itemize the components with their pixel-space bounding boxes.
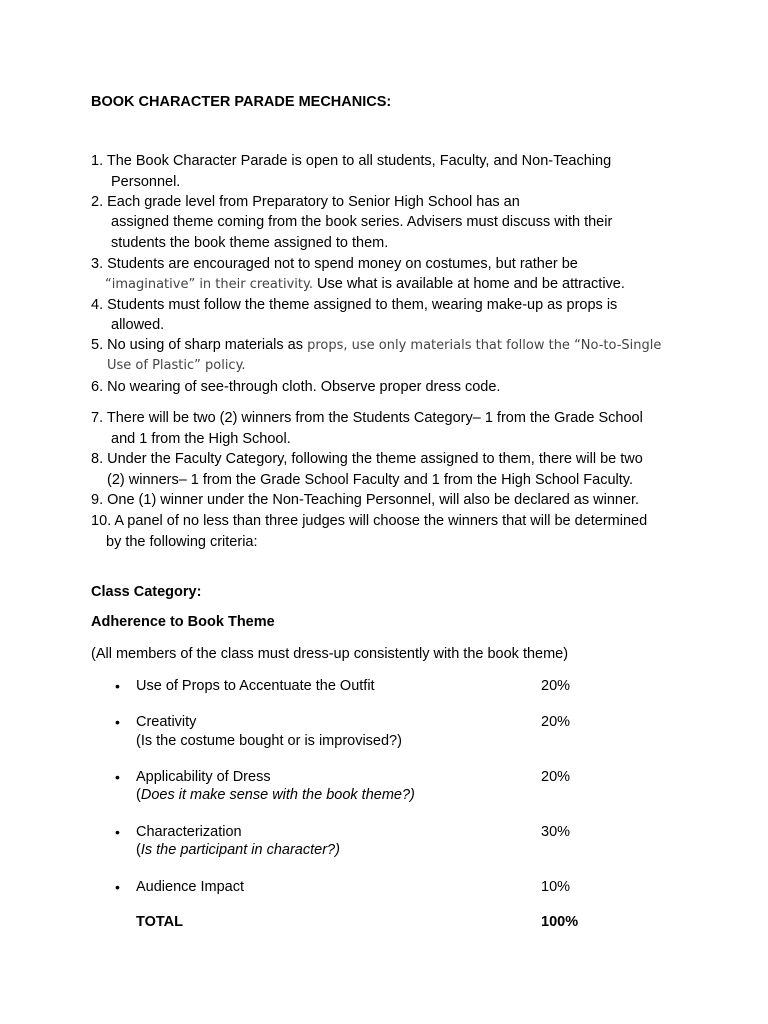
criterion-percent: 30%: [541, 824, 571, 840]
mechanic-7-line1: 7. There will be two (2) winners from the Students Category– 1 from the Grade School: [91, 410, 643, 426]
mechanic-1-line1: 1. The Book Character Parade is open to all students, Faculty, and Non-Teaching: [91, 153, 612, 169]
mechanic-3-line1: 3. Students are encouraged not to spend money on costumes, but rather be: [91, 256, 578, 272]
criterion-percent: 20%: [541, 769, 571, 785]
criterion-note-open: (: [136, 787, 141, 803]
total-percent: 100%: [541, 914, 579, 930]
mechanic-2-line1: 2. Each grade level from Preparatory to Senior High School has an: [91, 194, 520, 210]
mechanic-5-dark-text: 5. No using of sharp materials as: [91, 337, 303, 353]
criterion-note-italic: Is the participant in character?): [140, 842, 340, 858]
adherence-subheading: Adherence to Book Theme: [91, 614, 275, 630]
bullet-icon: •: [115, 824, 120, 840]
mechanic-3-light-text: “imaginative” in their creativity.: [105, 277, 313, 292]
criterion-name: Applicability of Dress: [136, 769, 271, 785]
criterion-percent: 20%: [541, 678, 571, 694]
criterion-note: [136, 786, 415, 804]
class-note: (All members of the class must dress-up consistently with the book theme): [91, 646, 569, 662]
class-category-heading: Class Category:: [91, 584, 202, 600]
mechanic-10-line2: by the following criteria:: [106, 534, 258, 550]
criterion-name: Audience Impact: [136, 879, 245, 895]
mechanic-8-line2: (2) winners– 1 from the Grade School Faculty and 1 from the High School Faculty.: [107, 472, 634, 488]
mechanic-7-line2: and 1 from the High School.: [111, 431, 291, 447]
criterion-note-italic: Does it make sense with the book theme?): [140, 787, 415, 803]
mechanic-5-line1: [91, 336, 661, 355]
mechanic-1-line2: Personnel.: [111, 174, 181, 190]
page-title: BOOK CHARACTER PARADE MECHANICS:: [91, 94, 392, 110]
mechanic-5-light-text: props, use only materials that follow the “No-to-Single: [302, 338, 662, 353]
mechanic-8-line1: 8. Under the Faculty Category, following the theme assigned to them, there will be two: [91, 451, 643, 467]
criterion-percent: 10%: [541, 879, 571, 895]
bullet-icon: •: [115, 879, 120, 895]
total-label: TOTAL: [136, 914, 183, 930]
bullet-icon: •: [115, 678, 120, 694]
mechanic-10-line1: 10. A panel of no less than three judges will choose the winners that will be determined: [91, 513, 648, 529]
criterion-name: Characterization: [136, 824, 242, 840]
bullet-icon: •: [115, 769, 120, 785]
mechanic-6: 6. No wearing of see-through cloth. Observe proper dress code.: [91, 379, 501, 395]
mechanic-9: 9. One (1) winner under the Non-Teaching Personnel, will also be declared as winner.: [91, 492, 640, 508]
criterion-name: Use of Props to Accentuate the Outfit: [136, 678, 375, 694]
criterion-note-open: (: [136, 842, 141, 858]
criterion-percent: 20%: [541, 714, 571, 730]
mechanic-2-line2: assigned theme coming from the book series. Advisers must discuss with their: [111, 214, 613, 230]
bullet-icon: •: [115, 714, 120, 730]
criterion-name: Creativity: [136, 714, 197, 730]
mechanic-4-line1: 4. Students must follow the theme assigned to them, wearing make-up as props is: [91, 297, 618, 313]
criterion-note: (Is the costume bought or is improvised?): [136, 733, 402, 749]
mechanic-2-line3: students the book theme assigned to them.: [111, 235, 389, 251]
mechanic-3-dark-text: Use what is available at home and be attractive.: [312, 276, 625, 292]
criterion-note: [136, 841, 340, 859]
mechanic-5-line2: Use of Plastic” policy.: [107, 358, 246, 373]
mechanic-4-line2: allowed.: [111, 317, 165, 333]
mechanic-3-line2: [105, 275, 625, 294]
